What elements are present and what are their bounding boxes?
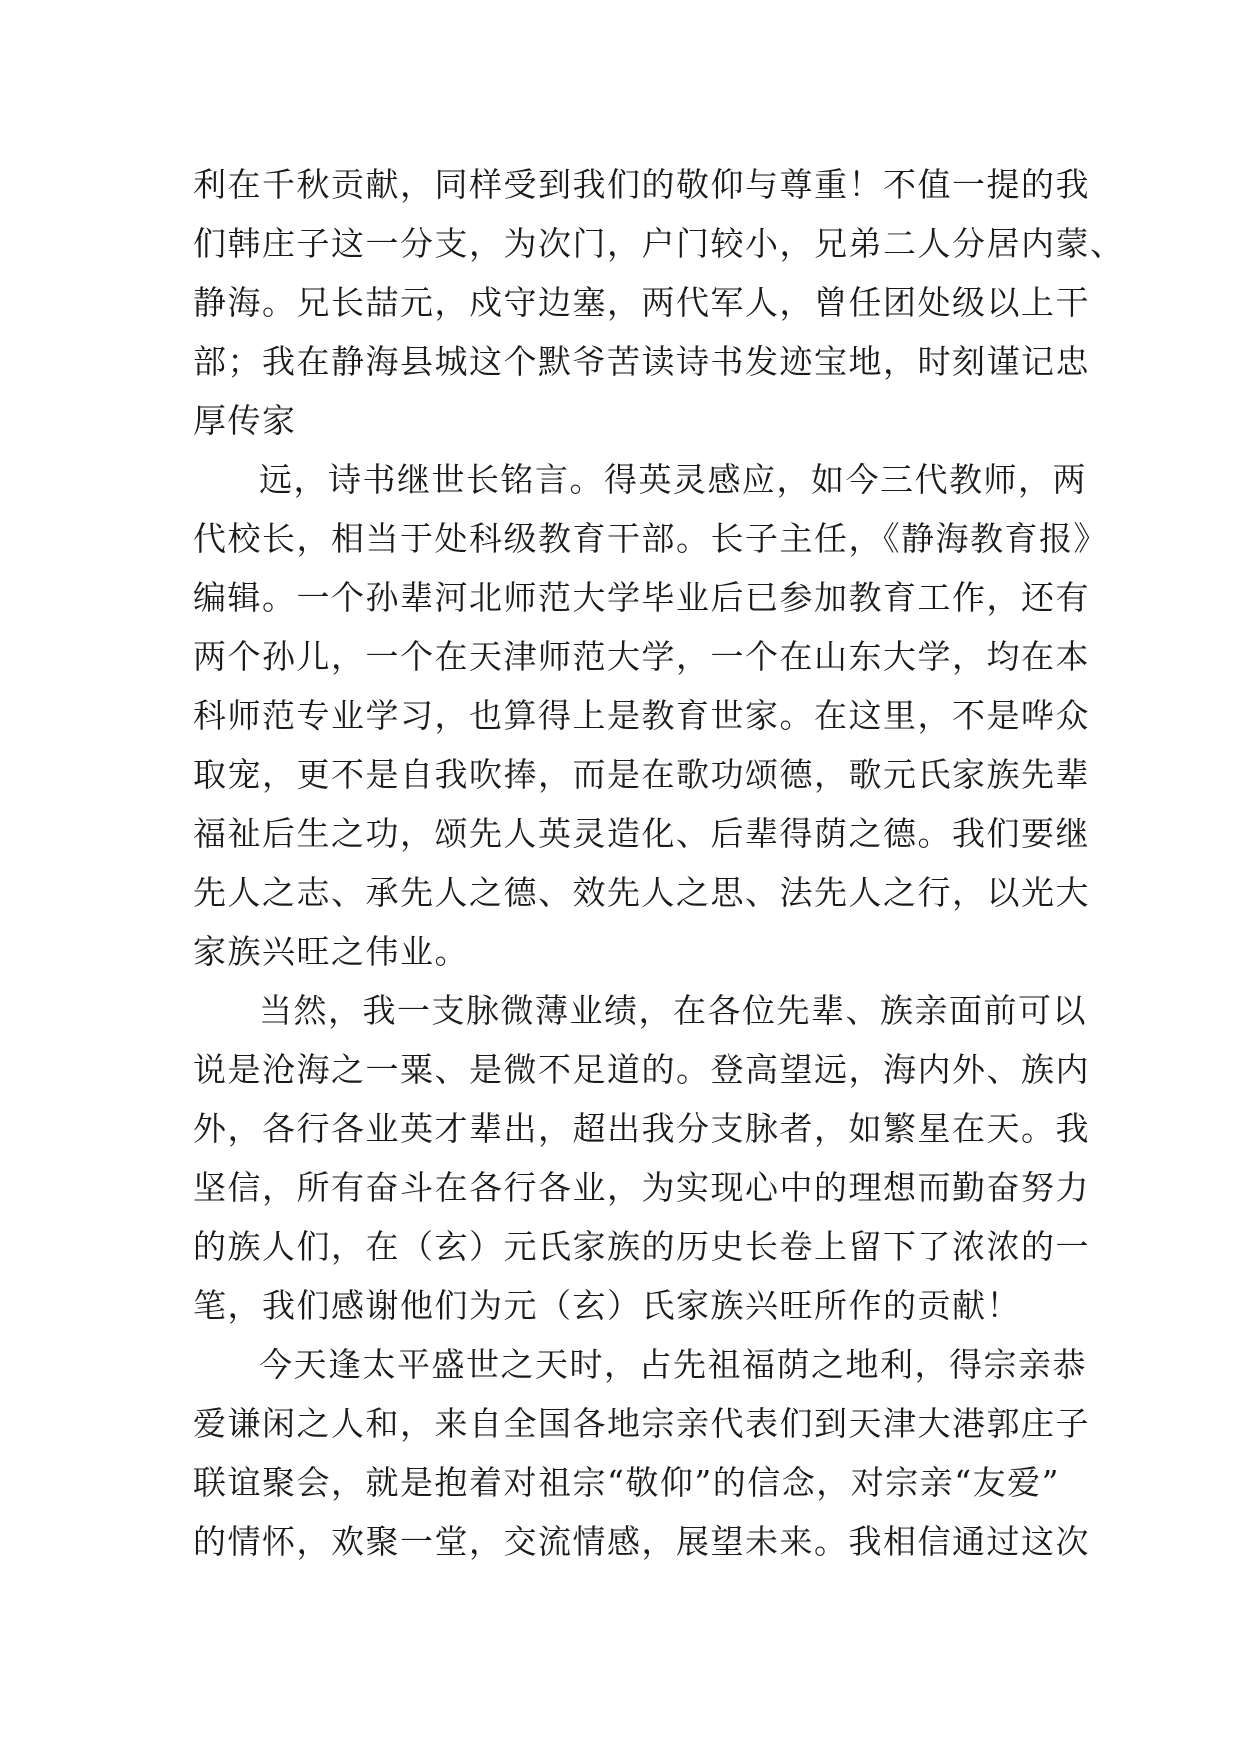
paragraph [193, 155, 1125, 450]
text-line: 的情怀，欢聚一堂，交流情感，展望未来。我相信通过这次 [193, 1522, 1090, 1561]
text-line: 利在千秋贡献，同样受到我们的敬仰与尊重！不值一提的我 [193, 165, 1090, 204]
document-page [193, 155, 1125, 1571]
paragraph [193, 450, 1108, 981]
text-line: 当然，我一支脉微薄业绩，在各位先辈、族亲面前可以 [259, 991, 1087, 1030]
text-line: 们韩庄子这一分支，为次门，户门较小，兄弟二人分居内蒙、 [193, 224, 1125, 263]
text-line: 取宠，更不是自我吹捧，而是在歌功颂德，歌元氏家族先辈 [193, 755, 1090, 794]
text-line: 先人之志、承先人之德、效先人之思、法先人之行，以光大 [193, 873, 1090, 912]
text-line: 两个孙儿，一个在天津师范大学，一个在山东大学，均在本 [193, 637, 1090, 676]
text-line: 远，诗书继世长铭言。得英灵感应，如今三代教师，两 [259, 460, 1087, 499]
text-line: 部；我在静海县城这个默爷苦读诗书发迹宝地，时刻谨记忠 [193, 342, 1090, 381]
body-text [193, 155, 1125, 1571]
text-line: 的族人们，在（玄）元氏家族的历史长卷上留下了浓浓的一 [193, 1227, 1090, 1266]
text-line: 说是沧海之一粟、是微不足道的。登高望远，海内外、族内 [193, 1050, 1090, 1089]
text-line: 笔，我们感谢他们为元（玄）氏家族兴旺所作的贡献！ [193, 1286, 1021, 1325]
paragraph [193, 981, 1090, 1335]
text-line: 家族兴旺之伟业。 [193, 932, 469, 971]
text-line: 福祉后生之功，颂先人英灵造化、后辈得荫之德。我们要继 [193, 814, 1090, 853]
text-line: 静海。兄长喆元，戍守边塞，两代军人，曾任团处级以上干 [193, 283, 1090, 322]
text-line: 联谊聚会，就是抱着对祖宗“敬仰”的信念，对宗亲“友爱” [193, 1463, 1060, 1502]
text-line: 今天逢太平盛世之天时，占先祖福荫之地利，得宗亲恭 [259, 1345, 1087, 1384]
text-line: 编辑。一个孙辈河北师范大学毕业后已参加教育工作，还有 [193, 578, 1090, 617]
text-line: 外，各行各业英才辈出，超出我分支脉者，如繁星在天。我 [193, 1109, 1090, 1148]
text-line: 科师范专业学习，也算得上是教育世家。在这里，不是哗众 [193, 696, 1090, 735]
paragraph [193, 1335, 1090, 1571]
text-line: 厚传家 [193, 401, 297, 440]
text-line: 坚信，所有奋斗在各行各业，为实现心中的理想而勤奋努力 [193, 1168, 1090, 1207]
text-line: 代校长，相当于处科级教育干部。长子主任，《静海教育报》 [193, 519, 1108, 558]
text-line: 爱谦闲之人和，来自全国各地宗亲代表们到天津大港郭庄子 [193, 1404, 1090, 1443]
